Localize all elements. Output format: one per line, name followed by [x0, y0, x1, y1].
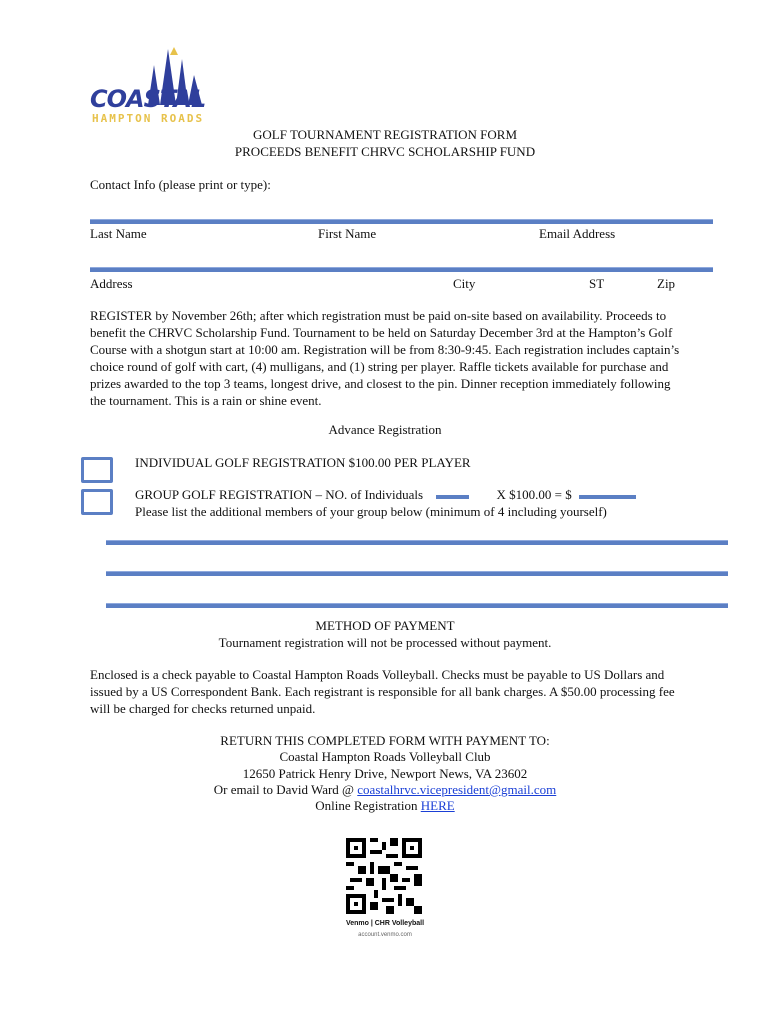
email-label: Email Address — [539, 226, 616, 241]
email-link[interactable]: coastalhrvc.vicepresident@gmail.com — [357, 782, 557, 797]
register-paragraph: REGISTER by November 26th; after which registration must be paid on-site based on availability. Proceeds to benefit the CHRVC Scholarship Fund. Tournament to be held on Saturday December 3rd at the Hampton’s Golf Course with a shotgun start at 10:00 am. Registration will be from 8:30-9:45. Each registration includes captain’s choice round of golf with cart, (4) mulligans, and (1) string per player. Raffle tickets available for purchase and prizes awarded to the top 3 teams, longest drive, and closest to the pin. Dinner reception immediately following the tournament. This is a rain or shine event. — [90, 308, 680, 408]
email-prefix: Or email to David Ward @ — [213, 782, 355, 797]
address-label: Address — [90, 276, 133, 291]
address-row-rule[interactable] — [90, 267, 713, 272]
payment-subheading: Tournament registration will not be processed without payment. — [218, 635, 552, 650]
online-prefix: Online Registration — [315, 798, 418, 813]
group-count-field[interactable] — [436, 495, 469, 499]
group-member-line[interactable] — [106, 540, 728, 545]
group-total-field[interactable] — [579, 495, 636, 499]
individual-checkbox[interactable] — [81, 457, 113, 483]
email-line — [0, 782, 770, 798]
group-note: Please list the additional members of your group below (minimum of 4 including yourself) — [135, 504, 607, 519]
online-registration-line — [0, 798, 770, 814]
zip-label: Zip — [657, 276, 676, 291]
group-option-label: GROUP GOLF REGISTRATION – NO. of Individuals — [135, 487, 424, 502]
contact-intro: Contact Info (please print or type): — [90, 177, 271, 192]
group-multiplier-label: X $100.00 = $ — [496, 487, 572, 502]
group-member-line[interactable] — [106, 603, 728, 608]
form-title: GOLF TOURNAMENT REGISTRATION FORM — [253, 127, 517, 142]
return-name: Coastal Hampton Roads Volleyball Club — [279, 749, 491, 764]
group-member-line[interactable] — [106, 571, 728, 576]
qr-subcaption: account.venmo.com — [358, 932, 412, 938]
return-heading: RETURN THIS COMPLETED FORM WITH PAYMENT TO: — [220, 733, 550, 748]
logo-sub-text: HAMPTON ROADS — [92, 112, 205, 125]
form-subtitle: PROCEEDS BENEFIT CHRVC SCHOLARSHIP FUND — [234, 144, 536, 159]
logo-main-text: COASTAL — [90, 85, 206, 113]
coastal-logo — [90, 45, 220, 130]
qr-code — [346, 838, 422, 914]
last-name-label: Last Name — [90, 226, 147, 241]
advance-registration-heading: Advance Registration — [328, 422, 442, 437]
first-name-label: First Name — [318, 226, 377, 241]
name-row-rule[interactable] — [90, 219, 713, 224]
return-address: 12650 Patrick Henry Drive, Newport News, VA 23602 — [242, 766, 528, 781]
individual-option-label: INDIVIDUAL GOLF REGISTRATION $100.00 PER PLAYER — [135, 455, 471, 470]
online-registration-link[interactable]: HERE — [420, 798, 455, 813]
state-label: ST — [589, 276, 605, 291]
payment-heading: METHOD OF PAYMENT — [315, 618, 455, 633]
qr-caption: Venmo | CHR Volleyball — [345, 920, 425, 927]
payment-paragraph: Enclosed is a check payable to Coastal Hampton Roads Volleyball. Checks must be payable to US Dollars and issued by a US Correspondent Bank. Each registrant is responsible for all bank charges. A $50.00 processing fee will be charged for checks returned unpaid. — [90, 667, 675, 716]
group-option-line — [135, 487, 636, 503]
city-label: City — [453, 276, 476, 291]
group-checkbox[interactable] — [81, 489, 113, 515]
